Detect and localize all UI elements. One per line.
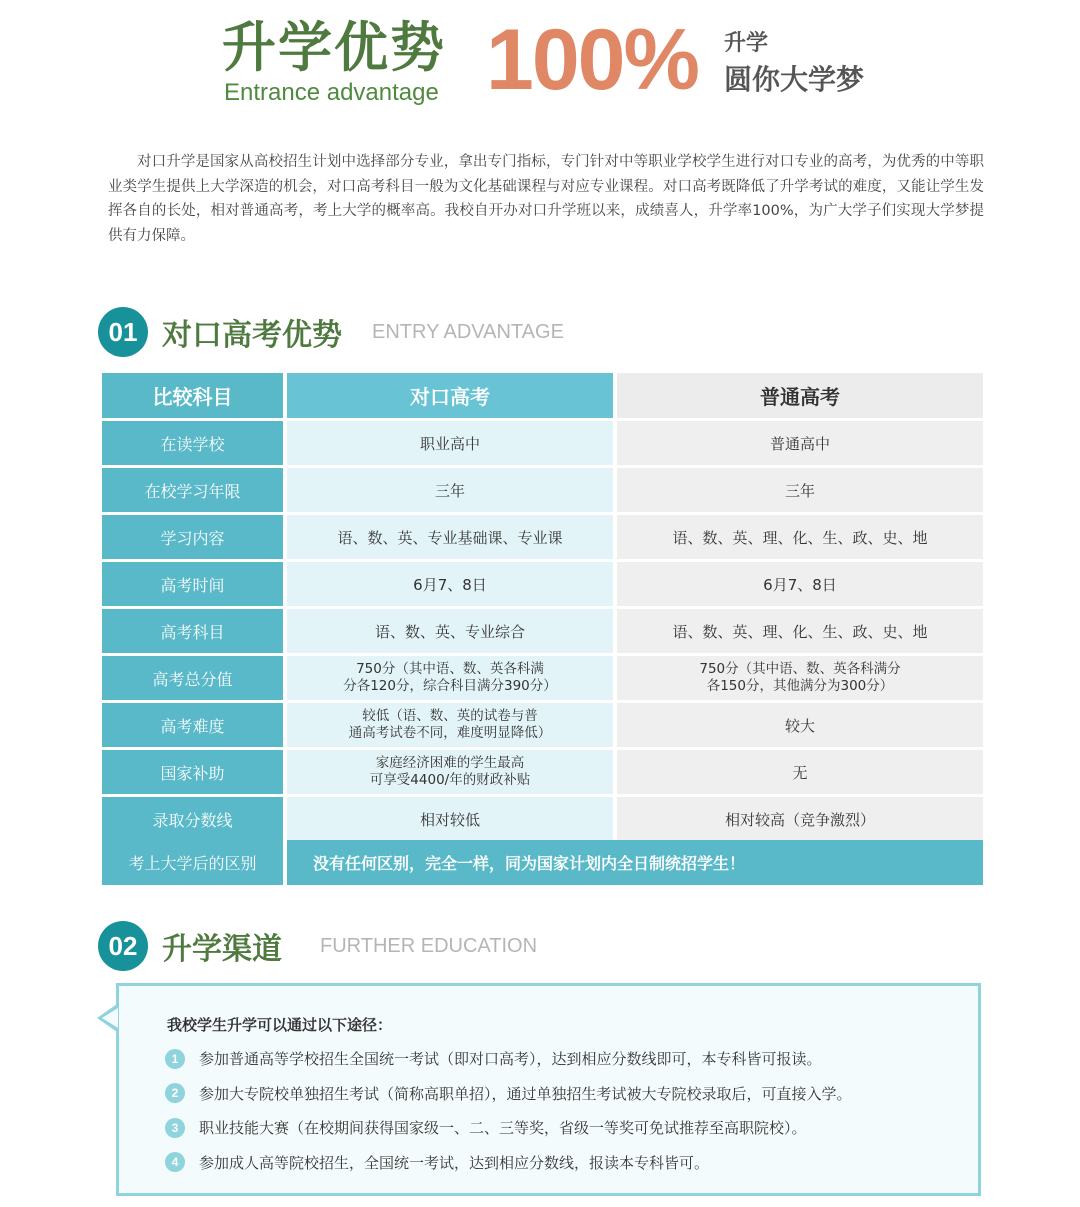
percent-banner: 100% <box>486 12 698 108</box>
section-1-number: 01 <box>98 307 148 357</box>
row-label: 学习内容 <box>102 515 283 559</box>
route-item <box>165 1048 822 1069</box>
vocational-value: 相对较低 <box>287 797 613 841</box>
route-number-badge: 1 <box>165 1049 185 1069</box>
route-item <box>165 1152 709 1173</box>
table-row <box>102 562 983 606</box>
table-header-row <box>102 373 983 418</box>
general-value: 6月7、8日 <box>617 562 983 606</box>
table-row <box>102 703 983 747</box>
vocational-value: 语、数、英、专业基础课、专业课 <box>287 515 613 559</box>
route-item <box>165 1117 807 1138</box>
section-1-english: ENTRY ADVANTAGE <box>372 320 564 343</box>
general-value: 普通高中 <box>617 421 983 465</box>
slogan-line-1: 升学 <box>724 30 769 56</box>
section-2-english: FURTHER EDUCATION <box>320 934 538 957</box>
table-row <box>102 468 983 512</box>
route-text: 职业技能大赛（在校期间获得国家级一、二、三等奖，省级一等奖可免试推荐至高职院校）。 <box>199 1119 807 1137</box>
table-row <box>102 656 983 700</box>
route-item <box>165 1083 852 1104</box>
vocational-value: 三年 <box>287 468 613 512</box>
header-cell-general: 普通高考 <box>617 373 983 418</box>
row-label: 高考总分值 <box>102 656 283 700</box>
row-label: 考上大学后的区别 <box>102 840 283 885</box>
vocational-value: 家庭经济困难的学生最高 可享受4400/年的财政补贴 <box>287 750 613 794</box>
vocational-value: 较低（语、数、英的试卷与普 通高考试卷不同，难度明显降低） <box>287 703 613 747</box>
row-label: 在读学校 <box>102 421 283 465</box>
vocational-value: 语、数、英、专业综合 <box>287 609 613 653</box>
route-number-badge: 3 <box>165 1118 185 1138</box>
table-row <box>102 750 983 794</box>
row-label: 在校学习年限 <box>102 468 283 512</box>
table-row <box>102 797 983 841</box>
general-value: 无 <box>617 750 983 794</box>
routes-box <box>116 983 981 1196</box>
comparison-table <box>102 373 983 885</box>
route-text: 参加成人高等院校招生，全国统一考试，达到相应分数线，报读本专科皆可。 <box>199 1153 710 1172</box>
section-1-title: 对口高考优势 <box>162 318 342 353</box>
route-number-badge: 4 <box>165 1152 185 1172</box>
intro-paragraph: 对口升学是国家从高校招生计划中选择部分专业，拿出专门指标，专门针对中等职业学校学生进行对口专业的高考，为优秀的中等职业类学生提供上大学深造的机会，对口高考科目一般为文化基础课程与对应专业课程。对口高考既降低了升学考试的难度，又能让学生发挥各自的长处，相对普通高考，考上大学的概率高。我校自开办对口升学班以来，成绩喜人，升学率100%，为广大学子们实现大学梦提供有力保障。 <box>108 154 984 244</box>
route-text: 参加大专院校单独招生考试（简称高职单招），通过单独招生考试被大专院校录取后，可直接入学。 <box>199 1084 852 1103</box>
general-value: 三年 <box>617 468 983 512</box>
row-label: 高考时间 <box>102 562 283 606</box>
callout-pointer-inner <box>102 1008 118 1028</box>
page-title: 升学优势 <box>222 16 446 79</box>
page-subtitle: Entrance advantage <box>224 79 439 106</box>
route-number-badge: 2 <box>165 1083 185 1103</box>
section-2-number: 02 <box>98 921 148 971</box>
section-2-heading <box>98 920 537 972</box>
vocational-value: 750分（其中语、数、英各科满 分各120分，综合科目满分390分） <box>287 656 613 700</box>
vocational-value: 职业高中 <box>287 421 613 465</box>
table-row <box>102 515 983 559</box>
row-label: 高考科目 <box>102 609 283 653</box>
general-value: 语、数、英、理、化、生、政、史、地 <box>617 515 983 559</box>
slogan-line-2: 圆你大学梦 <box>724 63 865 96</box>
general-value: 750分（其中语、数、英各科满分 各150分，其他满分为300分） <box>617 656 983 700</box>
header-cell-vocational: 对口高考 <box>287 373 613 418</box>
row-label: 录取分数线 <box>102 797 283 841</box>
table-row <box>102 609 983 653</box>
row-label: 高考难度 <box>102 703 283 747</box>
routes-title: 我校学生升学可以通过以下途径： <box>167 1016 393 1034</box>
general-value: 相对较高（竞争激烈） <box>617 797 983 841</box>
table-row-difference <box>102 840 983 885</box>
section-2-title: 升学渠道 <box>162 932 282 967</box>
table-row <box>102 421 983 465</box>
general-value: 语、数、英、理、化、生、政、史、地 <box>617 609 983 653</box>
vocational-value: 6月7、8日 <box>287 562 613 606</box>
general-value: 较大 <box>617 703 983 747</box>
row-label: 国家补助 <box>102 750 283 794</box>
route-text: 参加普通高等学校招生全国统一考试（即对口高考），达到相应分数线即可，本专科皆可报读。 <box>199 1050 822 1068</box>
section-1-heading <box>98 306 564 358</box>
header-cell-subject: 比较科目 <box>102 373 283 418</box>
difference-value: 没有任何区别，完全一样，同为国家计划内全日制统招学生！ <box>287 840 983 885</box>
